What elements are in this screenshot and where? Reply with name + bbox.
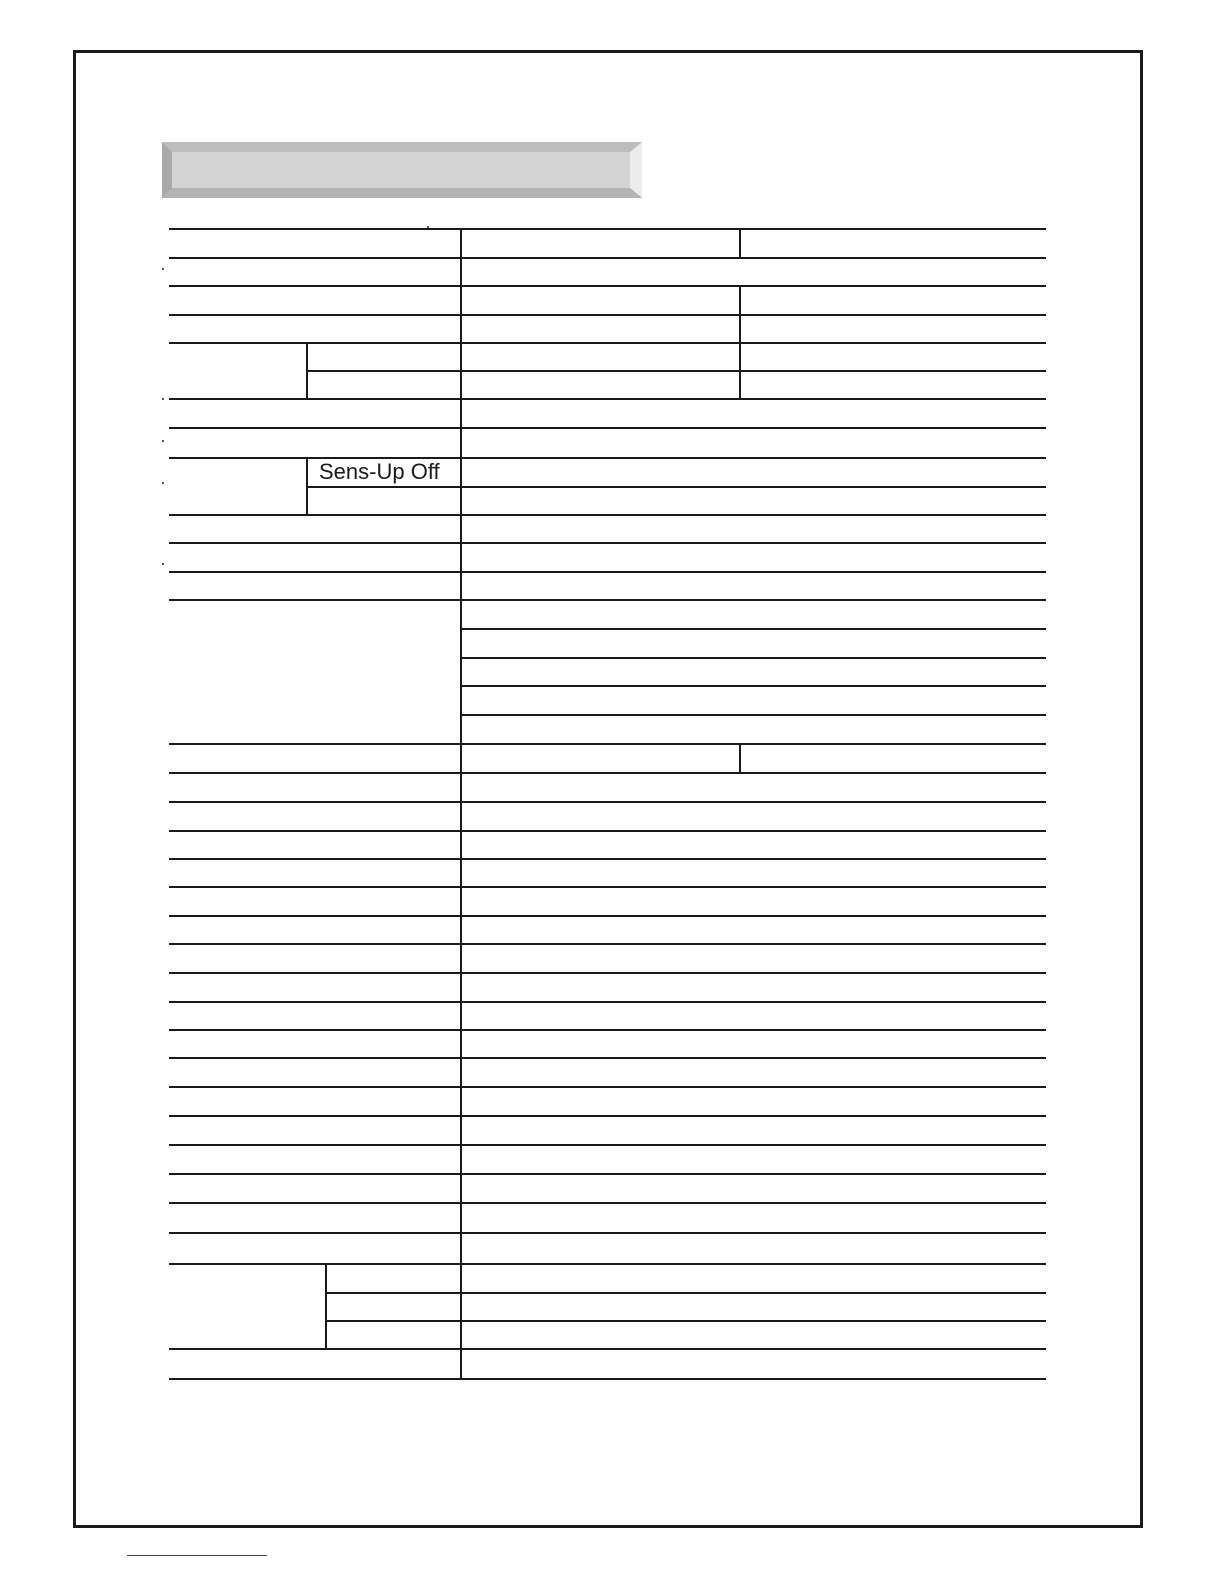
- footer-link-underline[interactable]: [127, 1555, 267, 1556]
- margin-tick: [162, 563, 164, 565]
- specifications-table: [169, 228, 1046, 1380]
- sens-up-off-label: Sens-Up Off: [319, 459, 440, 484]
- margin-tick: [162, 398, 164, 400]
- margin-tick: [427, 226, 429, 228]
- margin-tick: [162, 482, 164, 484]
- table-gridlines: [169, 228, 1046, 1380]
- margin-tick: [162, 268, 164, 270]
- margin-tick: [162, 440, 164, 442]
- section-title-banner: [162, 142, 642, 198]
